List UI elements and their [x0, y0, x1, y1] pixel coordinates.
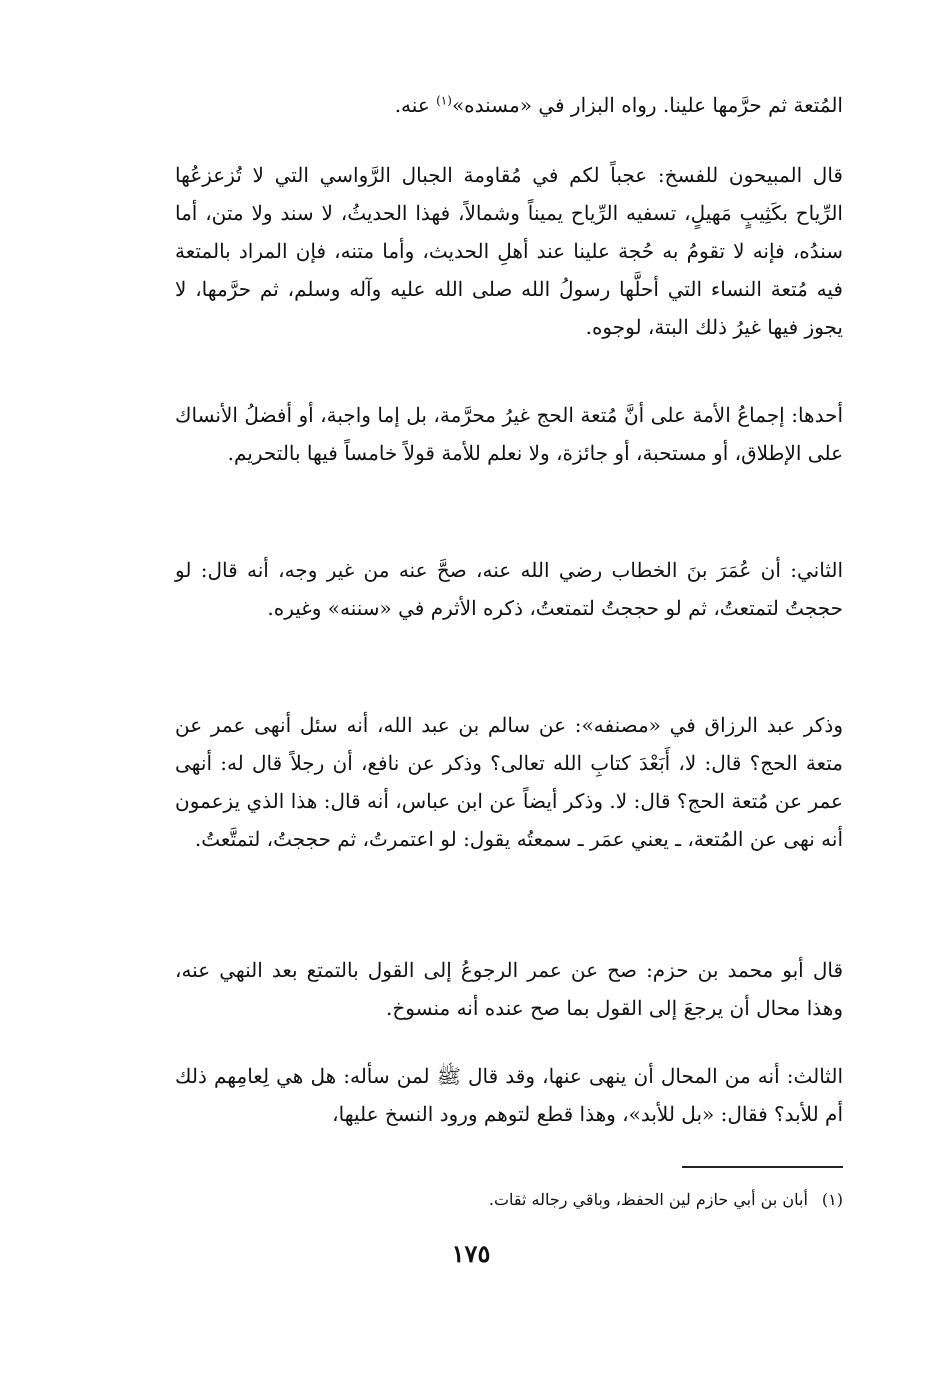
paragraph-text: الثالث: أنه من المحال أن ينهى عنها، وقد قال ﷺ لمن سأله: هل هي لِعامِهم ذلك أم للأبد؟ فقال: «بل للأبد»، وهذا قطع لتوهم ورود النسخ عليها،: [175, 1064, 843, 1126]
footnote: [175, 1186, 843, 1214]
paragraph-continuation: [175, 86, 843, 124]
paragraph-first-reason: [175, 396, 843, 472]
footnote-reference: (١): [436, 93, 452, 108]
page-number: ١٧٥: [451, 1239, 491, 1268]
paragraph-text: وذكر عبد الرزاق في «مصنفه»: عن سالم بن عبد الله، أنه سئل أنهى عمر عن متعة الحج؟ قال: لا، أَبَعْدَ كتابِ الله تعالى؟ وذكر عن نافع، أن رجلاً قال له: أنهى عمر عن مُتعة الحج؟ قال: لا. وذكر أيضاً عن ابن عباس، أنه قال: هذا الذي يزعمون أنه نهى عن المُتعة، ـ يعني عمَر ـ سمعتُه يقول: لو اعتمرتُ، ثم حججتُ، لتمتَّعتُ.: [175, 713, 843, 851]
paragraph-text: الثاني: أن عُمَرَ بنَ الخطاب رضي الله عنه، صحَّ عنه من غير وجه، أنه قال: لو حججتُ لتمتعتُ، ثم لو حججتُ لتمتعتُ، ذكره الأثرم في «سننه» وغيره.: [175, 558, 843, 620]
paragraph-text: المُتعة ثم حرَّمها علينا. رواه البزار في «مسنده»: [451, 93, 843, 117]
footnote-number: (١): [821, 1190, 843, 1209]
paragraph-mubihun: [175, 156, 843, 346]
paragraph-abdulrazzaq: [175, 706, 843, 858]
paragraph-third-reason: [175, 1057, 843, 1133]
paragraph-text: أحدها: إجماعُ الأمة على أنَّ مُتعة الحج غيرُ محرَّمة، بل إما واجبة، أو أفضلُ الأنساك على الإطلاق، أو مستحبة، أو جائزة، ولا نعلم للأمة قولاً خامساً فيها بالتحريم.: [175, 403, 843, 465]
footnote-text: أبان بن أبي حازم لين الحفظ، وباقي رجاله ثقات.: [488, 1190, 808, 1209]
footnote-separator: [682, 1166, 843, 1168]
paragraph-second-reason: [175, 551, 843, 627]
paragraph-ibn-hazm: [175, 951, 843, 1027]
paragraph-text: قال المبيحون للفسخ: عجباً لكم في مُقاومة الجبال الرَّواسي التي لا تُزعزعُها الرِّياح بكَثِيبٍ مَهيلٍ، تسفيه الرِّياح يميناً وشمالاً، فهذا الحديثُ، لا سند ولا متن، أما سندُه، فإنه لا تقومُ به حُجة علينا عند أهلِ الحديث، وأما متنه، فإن المراد بالمتعة فيه مُتعة النساء التي أحلَّها رسولُ الله صلى الله عليه وآله وسلم، ثم حرَّمها، لا يجوز فيها غيرُ ذلك البتة، لوجوه.: [175, 163, 843, 339]
paragraph-text: قال أبو محمد بن حزم: صح عن عمر الرجوعُ إلى القول بالتمتع بعد النهي عنه، وهذا محال أن يرجعَ إلى القول بما صح عنده أنه منسوخ.: [175, 958, 843, 1020]
paragraph-text-end: عنه.: [394, 93, 437, 117]
